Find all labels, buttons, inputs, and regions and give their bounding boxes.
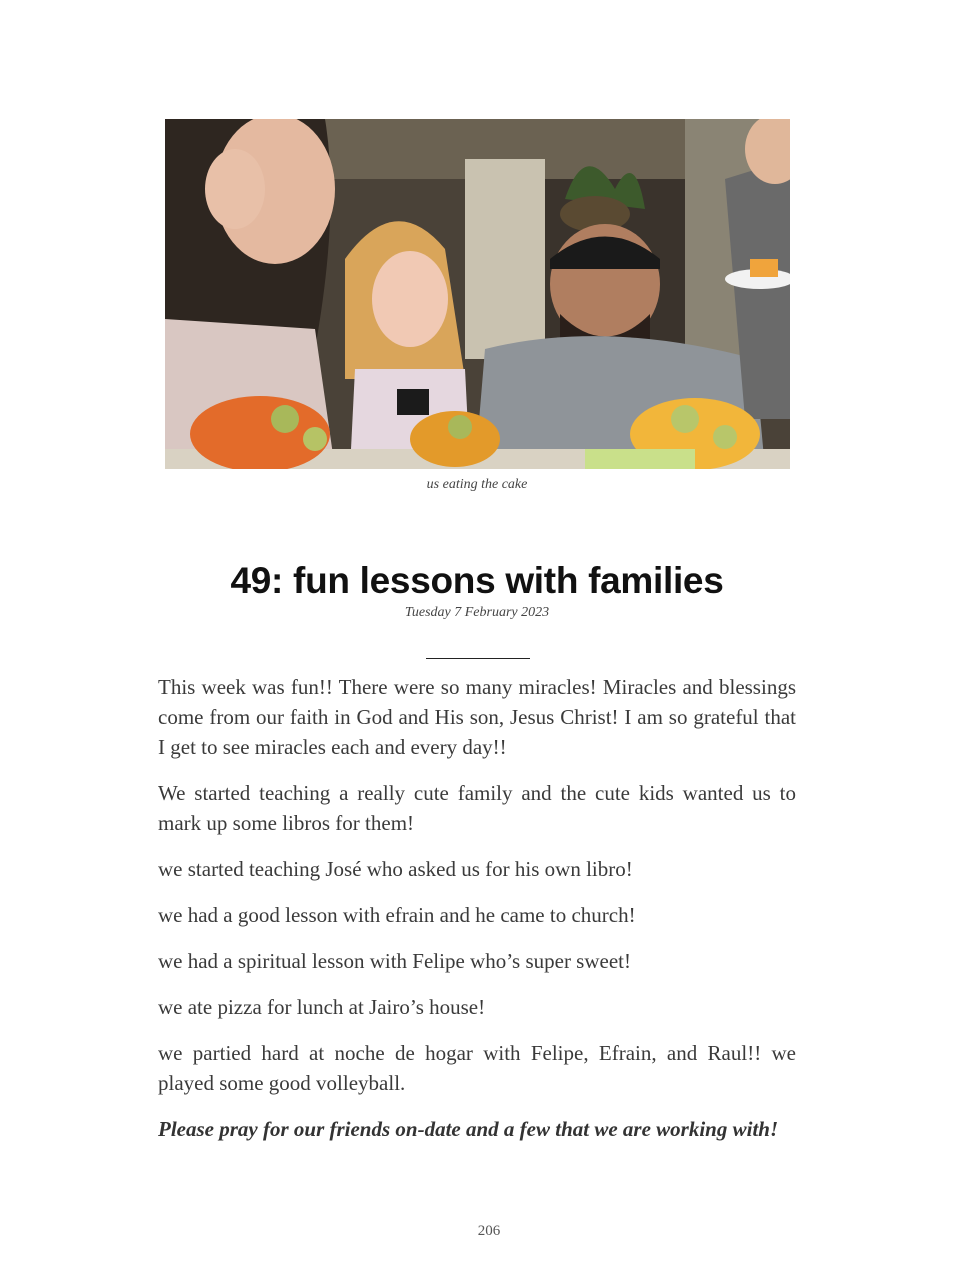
photo-illustration bbox=[165, 119, 790, 469]
paragraph: This week was fun!! There were so many miracles! Miracles and blessings come from our faith in God and His son, Jesus Christ! I am so grateful that I get to see miracles each and every day!! bbox=[158, 675, 796, 759]
paragraph: we ate pizza for lunch at Jairo’s house! bbox=[158, 995, 486, 1019]
paragraph: We started teaching a really cute family and the cute kids wanted us to mark up some libros for them! bbox=[158, 781, 796, 835]
post-date: Tuesday 7 February 2023 bbox=[404, 605, 550, 620]
paragraph: we had a good lesson with efrain and he came to church! bbox=[158, 903, 636, 927]
photo-caption: us eating the cake bbox=[426, 477, 528, 492]
photo-people-eating-cake bbox=[165, 119, 790, 469]
paragraph: we had a spiritual lesson with Felipe who’s super sweet! bbox=[158, 949, 631, 973]
post-title: 49: fun lessons with families bbox=[230, 560, 724, 601]
divider bbox=[426, 658, 530, 659]
paragraph: we partied hard at noche de hogar with Felipe, Efrain, and Raul!! we played some good volleyball. bbox=[158, 1041, 796, 1095]
closing-prayer-request: Please pray for our friends on-date and a few that we are working with! bbox=[158, 1117, 779, 1141]
page-number: 206 bbox=[477, 1223, 501, 1239]
post-body bbox=[158, 672, 796, 1160]
paragraph: we started teaching José who asked us for his own libro! bbox=[158, 857, 633, 881]
